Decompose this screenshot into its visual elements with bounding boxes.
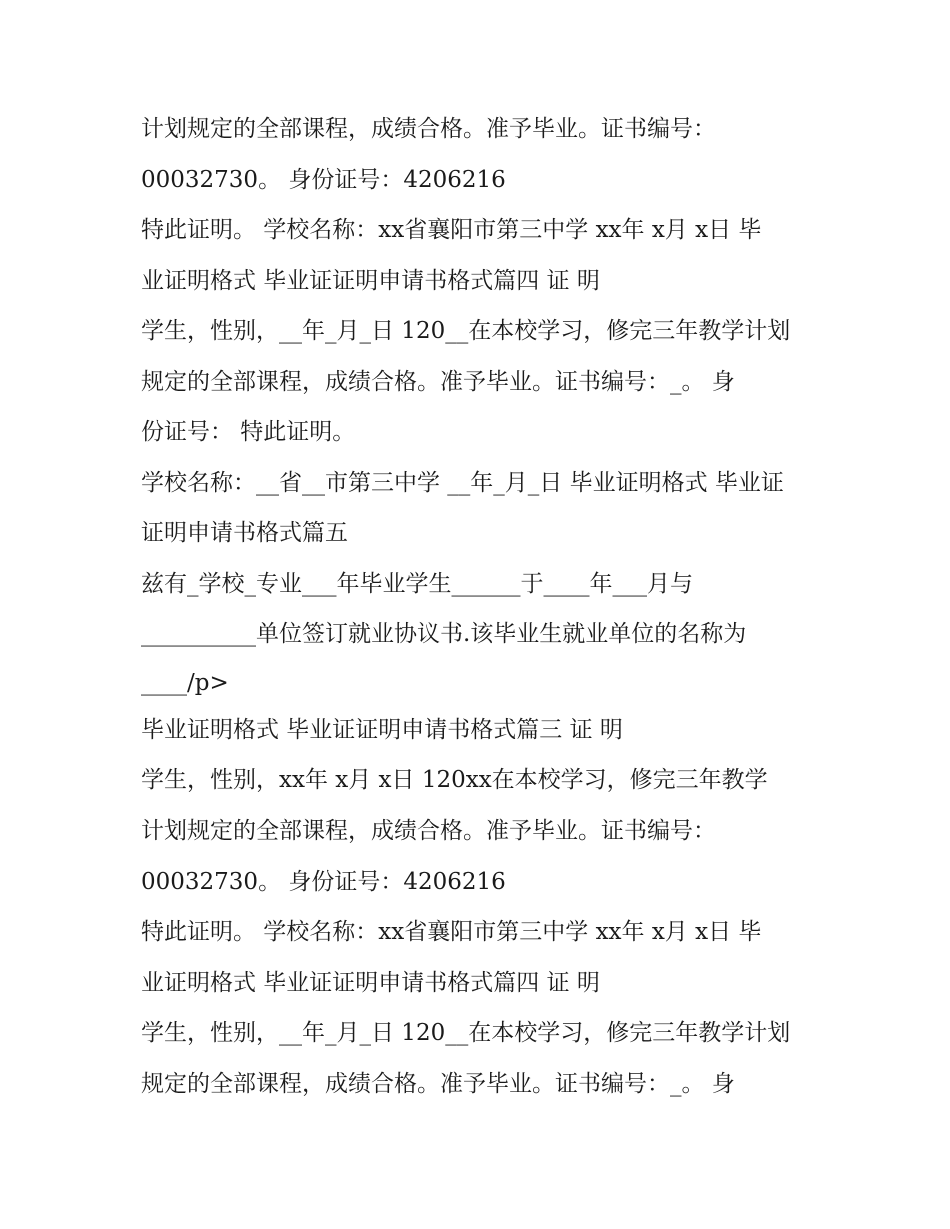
text-line-14: 学生，性别，xx年 x月 x日 120xx在本校学习，修完三年教学 <box>141 767 768 793</box>
text-line-7: 份证号： 特此证明。 <box>141 419 356 445</box>
text-line-4: 业证明格式 毕业证证明申请书格式篇四 证 明 <box>141 268 600 294</box>
text-line-1: 计划规定的全部课程，成绩合格。准予毕业。证书编号： <box>141 116 716 142</box>
text-line-15: 计划规定的全部课程，成绩合格。准予毕业。证书编号： <box>141 818 716 844</box>
text-line-13: 毕业证明格式 毕业证证明申请书格式篇三 证 明 <box>141 717 623 743</box>
text-line-12: ____/p> <box>141 670 229 696</box>
text-line-9: 证明申请书格式篇五 <box>141 520 348 546</box>
text-line-11: __________单位签订就业协议书.该毕业生就业单位的名称为 <box>141 621 747 647</box>
text-line-5: 学生，性别，__年_月_日 120__在本校学习，修完三年教学计划 <box>141 318 791 344</box>
text-line-2: 00032730。 身份证号：4206216 <box>141 167 506 193</box>
text-line-19: 学生，性别，__年_月_日 120__在本校学习，修完三年教学计划 <box>141 1020 791 1046</box>
text-line-20: 规定的全部课程，成绩合格。准予毕业。证书编号：_。 身 <box>141 1071 735 1097</box>
text-line-3: 特此证明。 学校名称：xx省襄阳市第三中学 xx年 x月 x日 毕 <box>141 217 762 243</box>
text-line-8: 学校名称：__省__市第三中学 __年_月_日 毕业证明格式 毕业证 <box>141 470 784 496</box>
text-line-16: 00032730。 身份证号：4206216 <box>141 869 506 895</box>
text-line-10: 兹有_学校_专业___年毕业学生______于____年___月与 <box>141 571 693 597</box>
text-line-18: 业证明格式 毕业证证明申请书格式篇四 证 明 <box>141 970 600 996</box>
text-line-6: 规定的全部课程，成绩合格。准予毕业。证书编号：_。 身 <box>141 369 735 395</box>
text-line-17: 特此证明。 学校名称：xx省襄阳市第三中学 xx年 x月 x日 毕 <box>141 919 762 945</box>
